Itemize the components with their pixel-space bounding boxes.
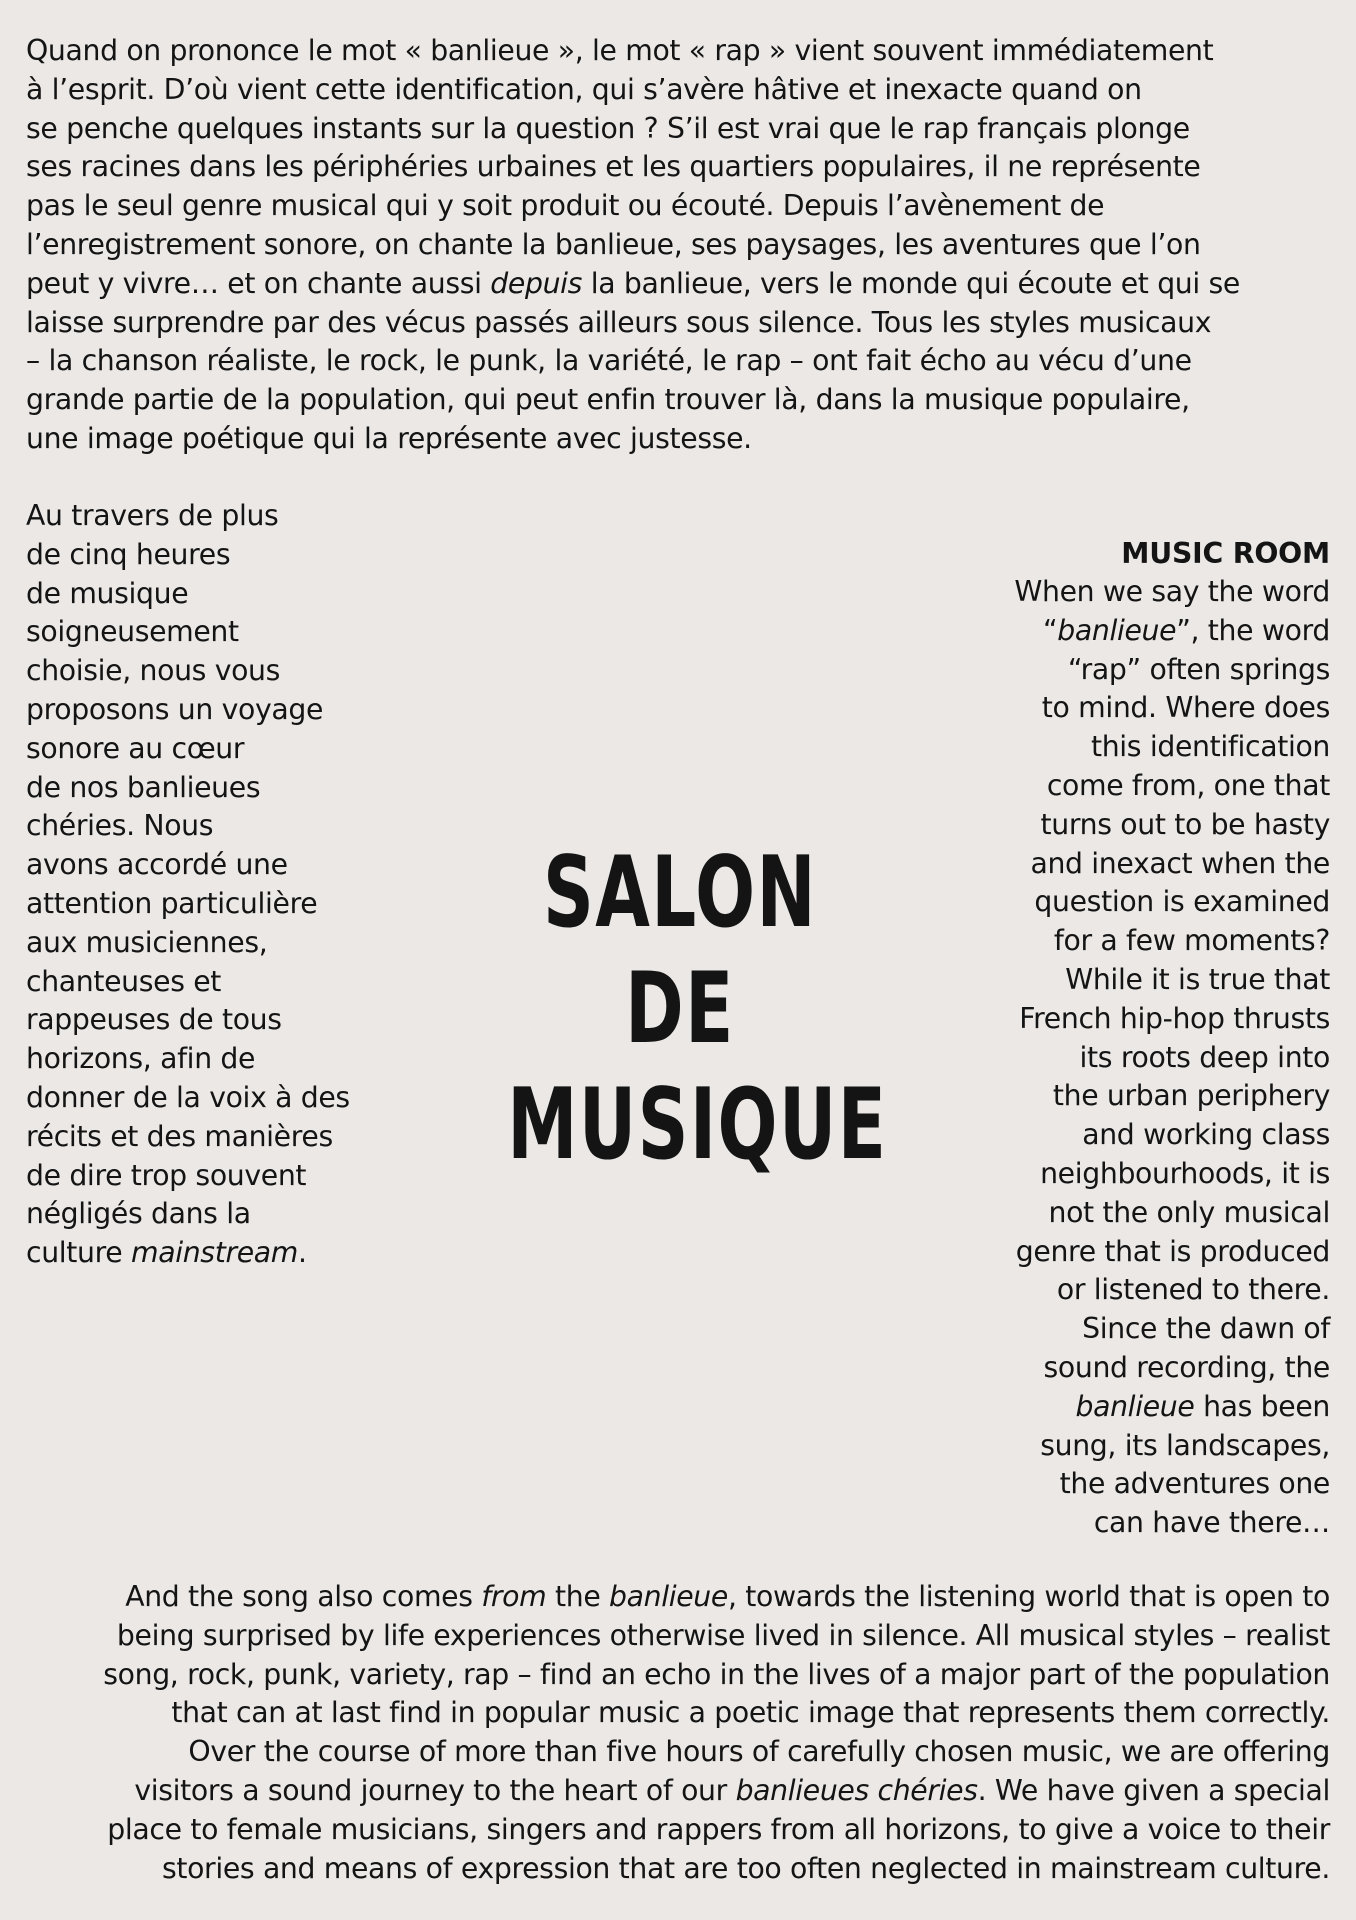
french-column-paragraph: Au travers de plus de cinq heures de musique soigneusement choisie, nous vous proposons un voyage sonore au cœur de nos banlieues chéries. Nous avons accordé une attention particulière aux musiciennes, chanteuses et rappeuses de tous horizons, afin de donner de la voix à des récits et des manières de dire trop souvent négligés dans la culture mainstream. — [26, 499, 350, 1270]
page-title — [507, 835, 888, 1183]
english-outro-paragraph: And the song also comes from the banlieue, towards the listening world that is open to being surprised by life experiences otherwise lived in silence. All musical styles – realist song, rock, punk, variety, rap – find an echo in the lives of a major part of the population that can at last find in popular music a poetic image that represents them correctly. Over the course of more than five hours of carefully chosen music, we are offering visitors a sound journey to the heart of our banlieues chéries. We have given a special place to female musicians, singers and rappers from all horizons, to give a voice to their stories and means of expression that are too often neglected in mainstream culture. — [103, 1580, 1330, 1885]
english-heading: MUSIC ROOM — [1121, 537, 1330, 570]
english-column-paragraph: When we say the word “banlieue”, the word “rap” often springs to mind. Where does this identification come from, one that turns out to be hasty and inexact when the question is examined for a few moments? While it is true that French hip-hop thrusts its roots deep into the urban periphery and working class neighbourhoods, it is not the only musical genre that is produced or listened to there. Since the dawn of sound recording, the banlieue has been sung, its landscapes, the adventures one can have there… — [1014, 575, 1330, 1540]
title-line-1: SALON DE — [542, 836, 818, 1066]
title-line-2: MUSIQUE — [507, 1068, 888, 1182]
french-intro-paragraph: Quand on prononce le mot « banlieue », le mot « rap » vient souvent immédiatement à l’esprit. D’où vient cette identification, qui s’avère hâtive et inexacte quand on se penche quelques instants sur la question ? S’il est vrai que le rap français plonge ses racines dans les périphéries urbaines et les quartiers populaires, il ne représente pas le seul genre musical qui y soit produit ou écouté. Depuis l’avènement de l’enregistrement sonore, on chante la banlieue, ses paysages, les aventures que l’on peut y vivre… et on chante aussi depuis la banlieue, vers le monde qui écoute et qui se laisse surprendre par des vécus passés ailleurs sous silence. Tous les styles musicaux – la chanson réaliste, le rock, le punk, la variété, le rap – ont fait écho au vécu d’une grande partie de la population, qui peut enfin trouver là, dans la musique populaire, une image poétique qui la représente avec justesse. — [26, 34, 1240, 455]
